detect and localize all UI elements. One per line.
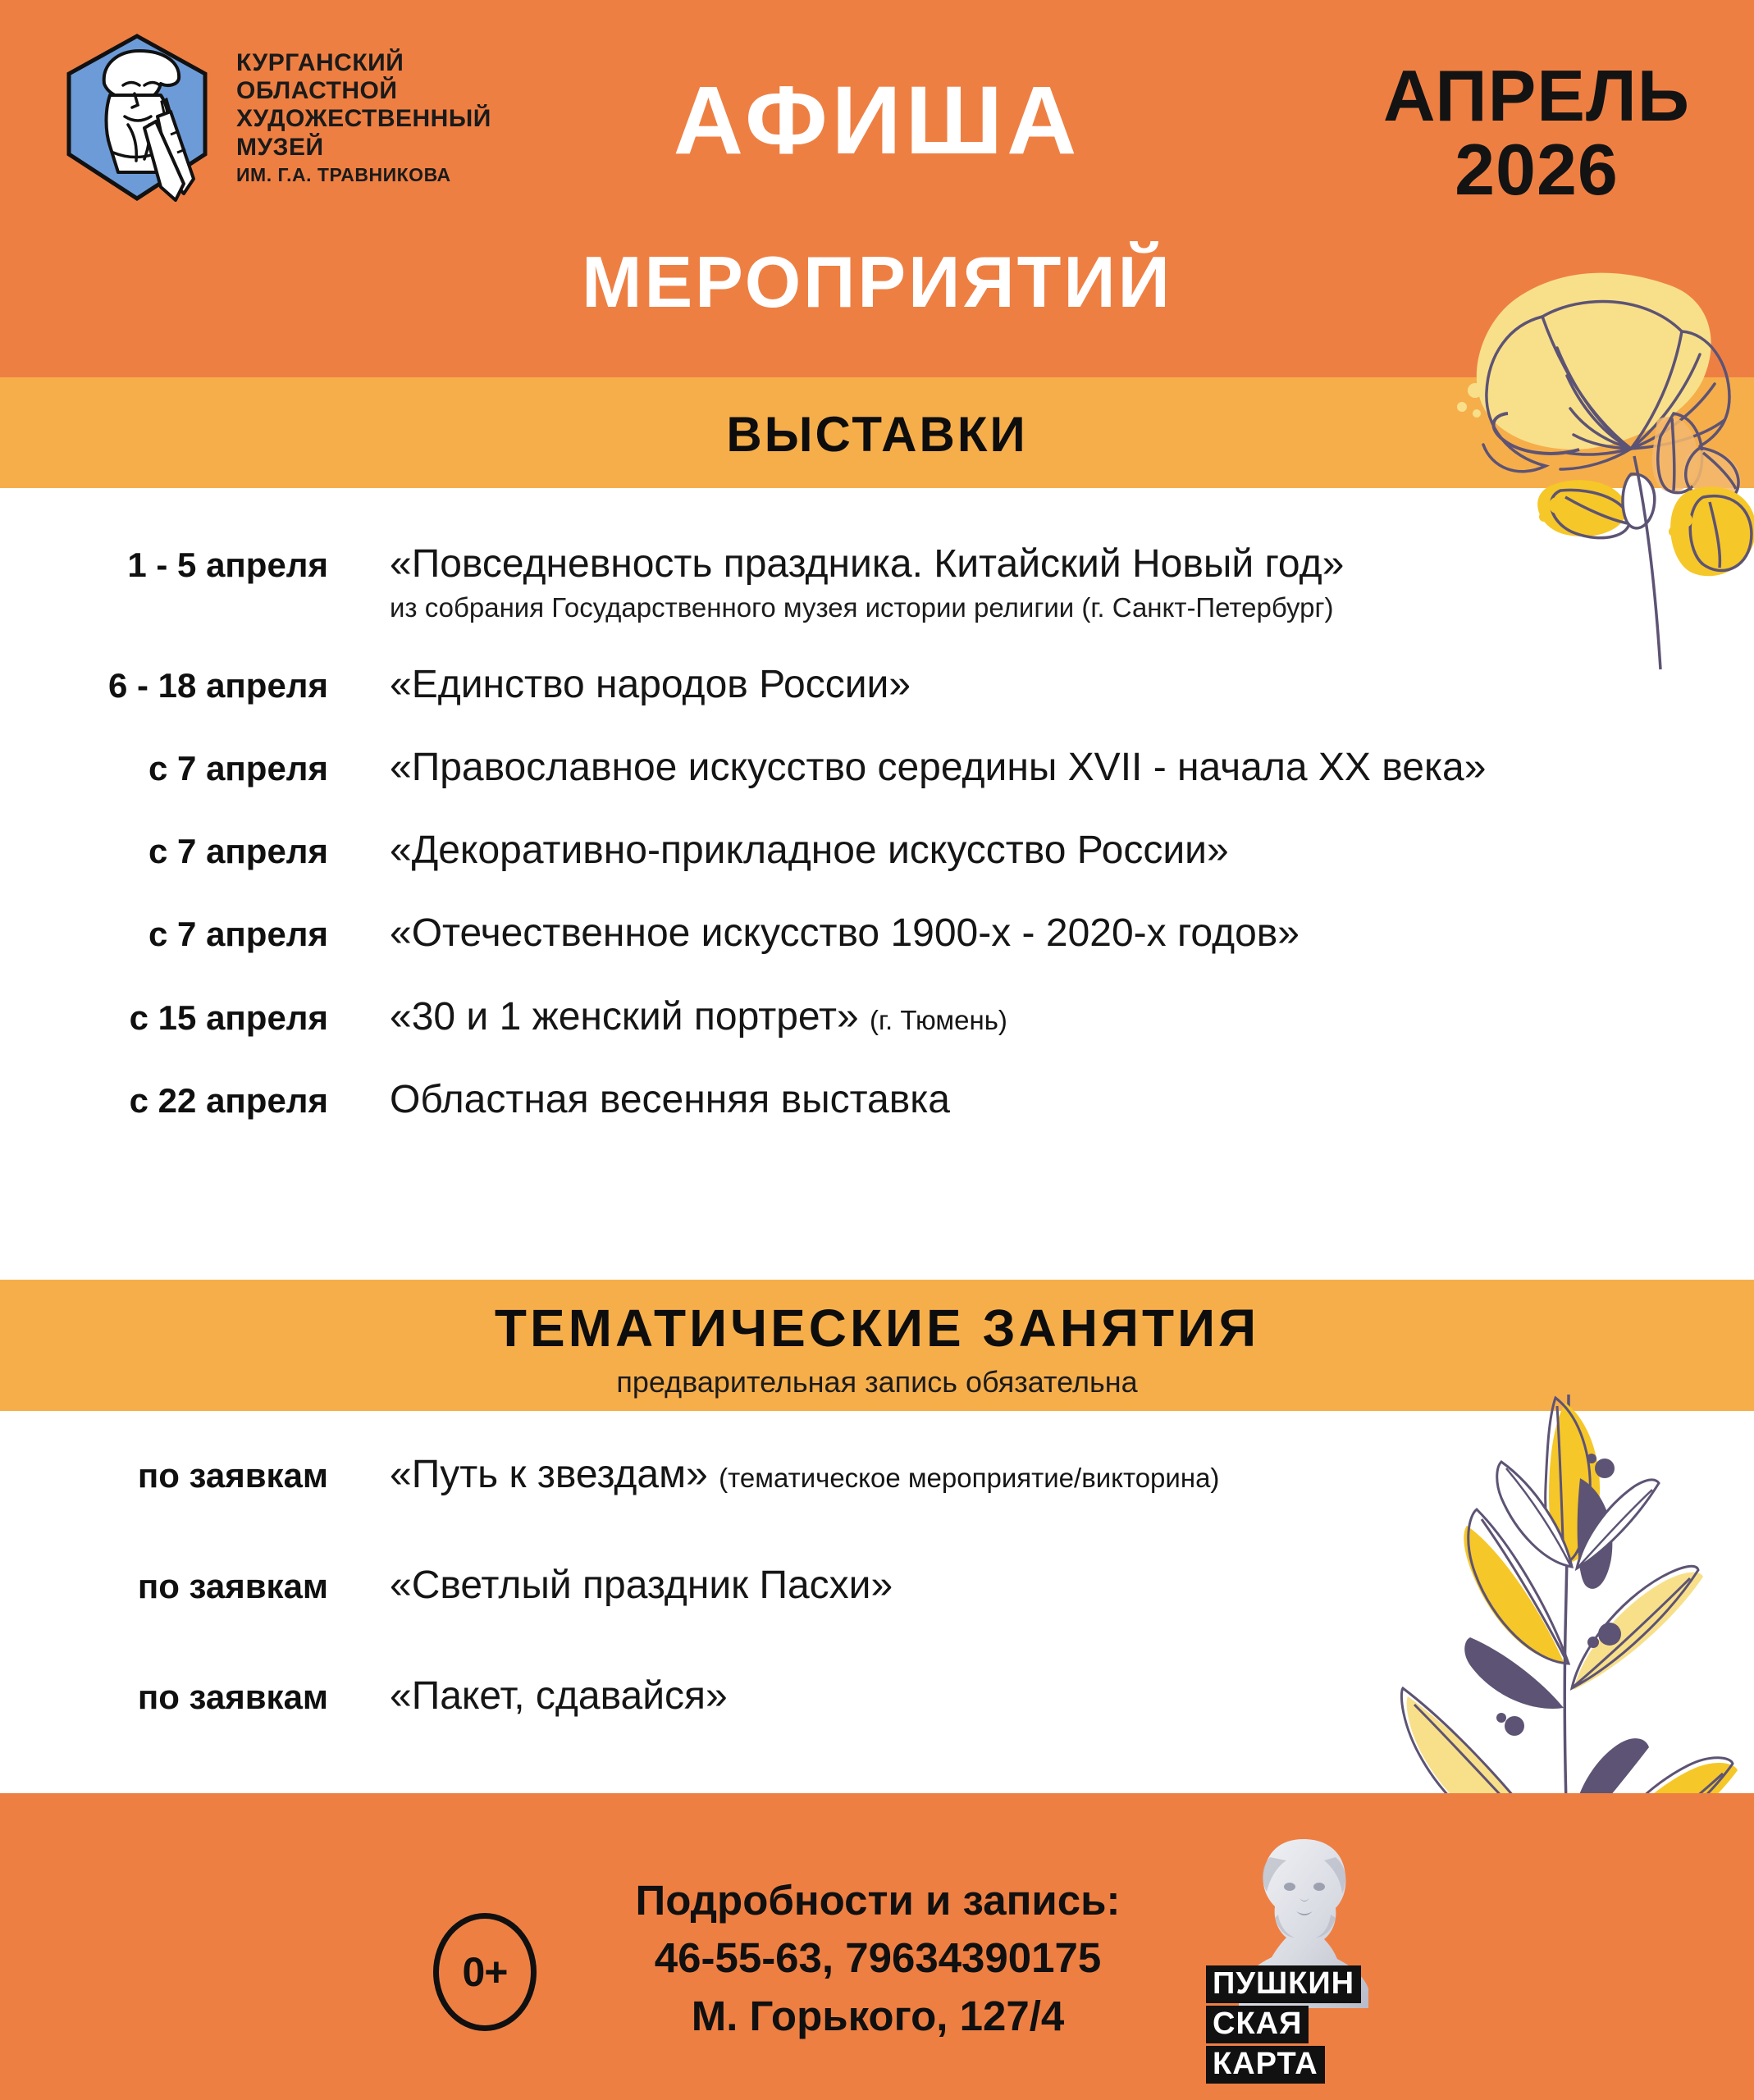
event-title: [390, 1452, 1641, 1497]
event-title: «Пакет, сдавайся»: [390, 1674, 728, 1719]
section-title-exhibitions: ВЫСТАВКИ: [726, 407, 1028, 462]
event-date: с 22 апреля: [129, 1080, 328, 1120]
event-date: по заявкам: [137, 1456, 328, 1495]
event-date: с 7 апреля: [148, 748, 328, 788]
poster-subtitle: МЕРОПРИЯТИЙ: [582, 241, 1172, 322]
list-item: [0, 828, 1641, 873]
list-item: [0, 911, 1641, 956]
logo-line-1: КУРГАНСКИЙ: [236, 49, 404, 77]
logo-line-5: ИМ. Г.А. ТРАВНИКОВА: [236, 163, 451, 185]
event-date: по заявкам: [137, 1567, 328, 1606]
event-body: [328, 1077, 1641, 1122]
list-item: [0, 1077, 1641, 1122]
event-title-note: (тематическое мероприятие/викторина): [719, 1463, 1220, 1493]
event-title: «Повседневность праздника. Китайский Новый год»: [390, 542, 1345, 586]
event-title: «Светлый праздник Пасхи»: [390, 1564, 893, 1608]
section-header-exhibitions: [0, 377, 1754, 488]
event-title-note: (г. Тюмень): [870, 1004, 1007, 1035]
header-band: [0, 0, 1754, 377]
list-item: [0, 994, 1641, 1039]
list-item: [0, 1563, 1641, 1608]
month-label: АПРЕЛЬ: [1382, 55, 1690, 136]
event-date: с 7 апреля: [148, 915, 328, 954]
event-title-main: «Путь к звездам»: [390, 1453, 708, 1496]
event-body: [328, 828, 1641, 873]
year-label: 2026: [1455, 128, 1619, 210]
event-date: 1 - 5 апреля: [127, 546, 328, 584]
list-item: [0, 1452, 1641, 1497]
event-title: «Православное искусство середины XVII - начала XX века»: [390, 745, 1487, 789]
poster-title: АФИША: [673, 66, 1081, 175]
event-body: [328, 994, 1641, 1039]
event-body: [328, 1563, 1641, 1608]
classes-list: [0, 1452, 1754, 1785]
event-title: [390, 994, 1641, 1039]
event-body: [328, 662, 1641, 707]
section-note-classes: предварительная запись обязательна: [616, 1365, 1138, 1399]
event-date: по заявкам: [137, 1678, 328, 1717]
contact-block: [574, 1872, 1181, 2045]
section-title-classes: ТЕМАТИЧЕСКИЕ ЗАНЯТИЯ: [494, 1299, 1260, 1358]
event-title-main: «30 и 1 женский портрет»: [390, 994, 859, 1039]
contact-heading: Подробности и запись:: [635, 1877, 1121, 1924]
logo-line-3: ХУДОЖЕСТВЕННЫЙ: [236, 105, 491, 133]
list-item: [0, 1673, 1641, 1719]
pushkin-line-1: ПУШКИН: [1206, 1965, 1361, 2003]
event-body: [328, 745, 1641, 790]
month-year: [1382, 55, 1690, 210]
pushkin-card-logo: [1206, 1836, 1411, 2098]
pushkin-line-3: КАРТА: [1206, 2046, 1325, 2084]
event-date: с 15 апреля: [129, 998, 328, 1037]
logo-line-2: ОБЛАСТНОЙ: [236, 77, 398, 105]
event-body: [328, 1673, 1641, 1719]
event-body: [328, 1452, 1641, 1497]
section-header-classes: [0, 1280, 1754, 1411]
event-title: Областная весенняя выставка: [390, 1077, 950, 1121]
contact-phones: 46-55-63, 79634390175: [654, 1934, 1102, 1982]
event-date: 6 - 18 апреля: [108, 665, 328, 705]
event-subtitle: из собрания Государственного музея истории религии (г. Санкт-Петербург): [390, 592, 1334, 623]
event-title: «Отечественное искусство 1900-х - 2020-х годов»: [390, 911, 1300, 956]
list-item: [0, 541, 1641, 624]
event-date: с 7 апреля: [148, 832, 328, 871]
pushkin-line-2: СКАЯ: [1206, 2006, 1309, 2043]
event-body: [328, 541, 1641, 624]
list-item: [0, 662, 1641, 707]
exhibitions-list: [0, 541, 1754, 1160]
age-rating-badge: 0+: [433, 1913, 537, 2031]
event-title: «Единство народов России»: [390, 662, 911, 706]
logo-line-4: МУЗЕЙ: [236, 133, 324, 161]
event-body: [328, 911, 1641, 956]
list-item: [0, 745, 1641, 790]
pushkin-card-wordmark: [1206, 1965, 1411, 2086]
contact-address: М. Горького, 127/4: [691, 1992, 1065, 2039]
event-title: «Декоративно-прикладное искусство России»: [390, 829, 1229, 873]
